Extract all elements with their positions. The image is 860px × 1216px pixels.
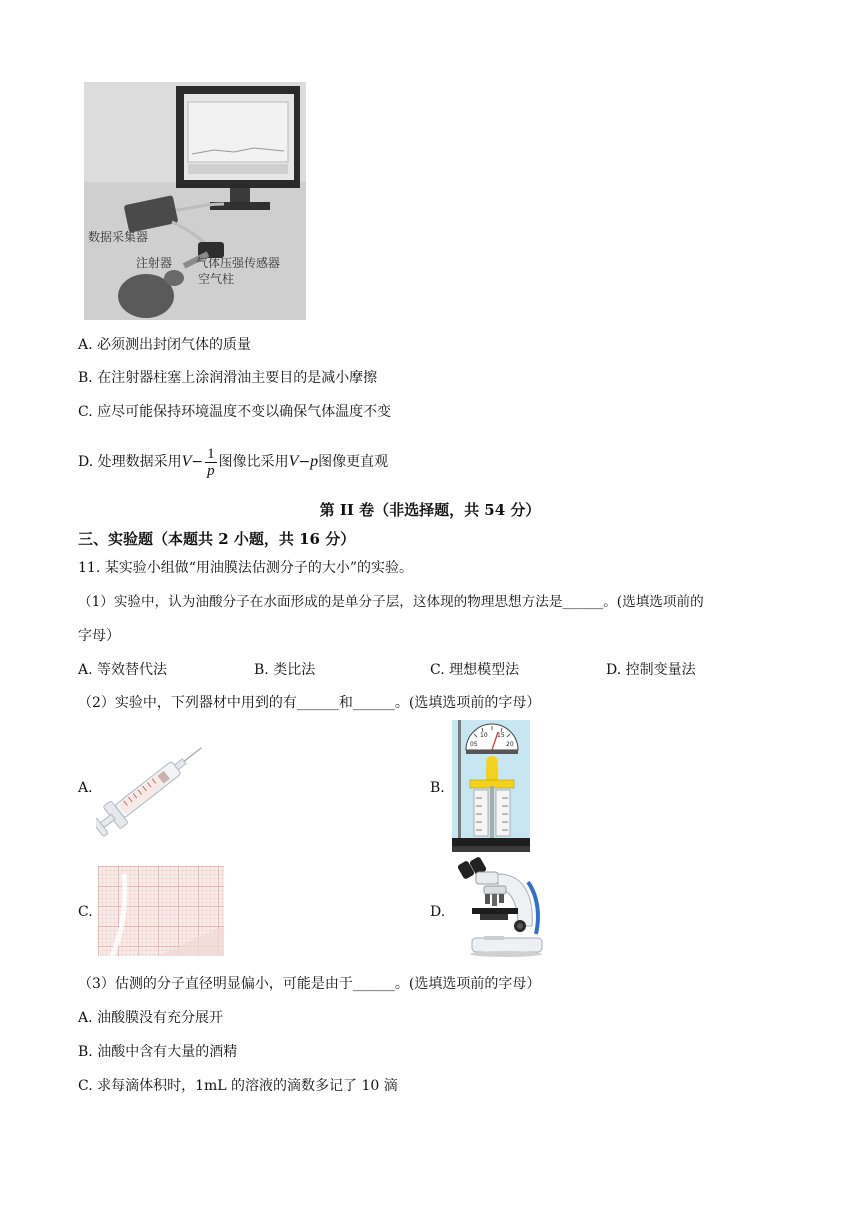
- q11-part1-line1: （1）实验中，认为油酸分子在水面形成的是单分子层，这体现的物理思想方法是______。(选填选项前的: [78, 594, 704, 610]
- q11-p2-label-d: D.: [430, 904, 446, 920]
- q11-p1-option-d: D. 控制变量法: [606, 662, 696, 678]
- q10-d-v1: V: [181, 453, 192, 470]
- q11-part2: （2）实验中，下列器材中用到的有______和______。(选填选项前的字母）: [78, 695, 541, 711]
- dial-tick-05: 05: [470, 741, 478, 748]
- label-air-column: 空气柱: [198, 272, 235, 286]
- q11-p2-label-b: B.: [430, 780, 445, 796]
- q11-p3-option-b: B. 油酸中含有大量的酒精: [78, 1044, 238, 1060]
- grid-paper-icon: [98, 866, 224, 956]
- label-data-collector: 数据采集器: [88, 230, 149, 244]
- part2-title: 第 II 卷（非选择题，共 54 分）: [319, 501, 541, 519]
- q11-p1-option-b: B. 类比法: [254, 662, 316, 678]
- microscope-image: [454, 856, 552, 960]
- section3-title: 三、实验题（本题共 2 小题，共 16 分）: [78, 530, 356, 548]
- q11-p2-label-c: C.: [78, 904, 93, 920]
- q10-option-b: B. 在注射器柱塞上涂润滑油主要目的是减小摩擦: [78, 370, 378, 386]
- spring-scale-icon: [452, 720, 530, 852]
- q10-d-frac-num: 1: [207, 445, 215, 462]
- label-syringe: 注射器: [136, 256, 173, 270]
- q10-option-a: A. 必须测出封闭气体的质量: [78, 337, 252, 353]
- q11-p2-label-a: A.: [78, 780, 93, 796]
- q10-d-prefix: D. 处理数据采用: [78, 454, 182, 470]
- q11-stem: 11. 某实验小组做“用油膜法估测分子的大小”的实验。: [78, 560, 414, 576]
- q11-p3-option-a: A. 油酸膜没有充分展开: [78, 1010, 224, 1026]
- dial-tick-10: 10: [480, 732, 488, 739]
- spring-scale-image: [452, 720, 530, 852]
- q10-d-v2: V: [288, 453, 299, 470]
- syringe-icon: [96, 728, 214, 840]
- grid-paper-image: [98, 866, 224, 956]
- q11-p1-option-c: C. 理想模型法: [430, 662, 520, 678]
- label-pressure-sensor: 气体压强传感器: [196, 256, 281, 270]
- experiment-setup-drawing: [84, 82, 306, 320]
- microscope-icon: [454, 856, 552, 960]
- q11-part1-line2: 字母）: [78, 628, 120, 644]
- q10-option-c: C. 应尽可能保持环境温度不变以确保气体温度不变: [78, 404, 392, 420]
- q10-d-suffix: 图像更直观: [318, 454, 389, 470]
- dial-tick-20: 20: [506, 741, 514, 748]
- q11-part3: （3）估测的分子直径明显偏小，可能是由于______。(选填选项前的字母）: [78, 976, 541, 992]
- q11-p3-option-c: C. 求每滴体积时，1mL 的溶液的滴数多记了 10 滴: [78, 1078, 398, 1094]
- q10-d-minus1: −: [191, 454, 204, 470]
- q11-p1-option-a: A. 等效替代法: [78, 662, 168, 678]
- q10-option-d: [78, 438, 388, 486]
- q10-d-mid: 图像比采用: [218, 454, 289, 470]
- experiment-setup-photo: [84, 82, 306, 320]
- q10-d-fraction: [205, 446, 217, 479]
- q10-d-minus2: −: [298, 454, 311, 470]
- q10-d-frac-den: p: [207, 462, 215, 479]
- syringe-image: [96, 728, 214, 840]
- q10-d-p: p: [310, 453, 319, 470]
- dial-tick-15: 15: [497, 732, 505, 739]
